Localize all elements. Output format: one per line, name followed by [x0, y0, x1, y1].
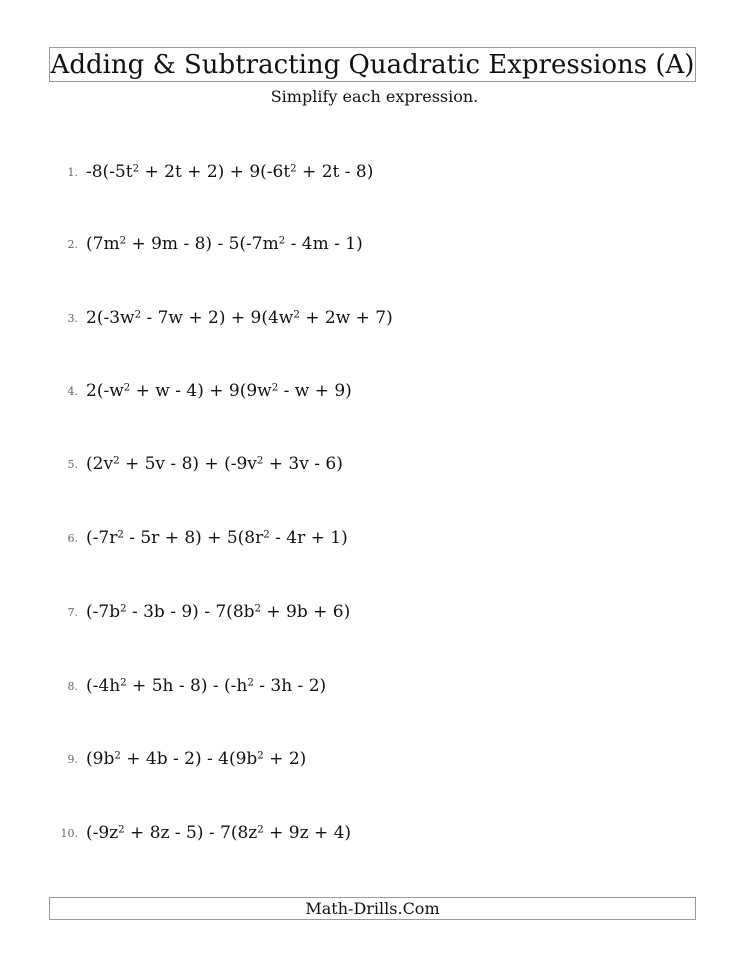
exponent: 2: [120, 677, 127, 689]
expr-part: (-9z: [86, 823, 119, 843]
problem-item: [0, 671, 749, 701]
problem-number: 8.: [67, 679, 78, 693]
expr-part: + 4b - 2) - 4(9b: [120, 749, 258, 769]
footer-box: [49, 897, 696, 920]
exponent: 2: [123, 382, 131, 394]
expr-part: -8(-5t: [86, 162, 133, 182]
exponent: 2: [114, 750, 121, 762]
exponent: 2: [134, 309, 142, 321]
exponent: 2: [118, 824, 125, 836]
problem-number: 3.: [67, 311, 78, 325]
problem-item: [0, 597, 749, 627]
problem-item: [0, 523, 749, 553]
exponent: 2: [257, 750, 264, 762]
problem-item: [0, 303, 749, 333]
expr-part: + 2w + 7): [299, 308, 393, 328]
expr-part: - 3h - 2): [253, 676, 327, 696]
problem-number: 5.: [67, 457, 78, 471]
expr-part: (2v: [86, 454, 114, 474]
expr-part: (7m: [86, 234, 120, 254]
expr-part: + 5v - 8) + (-9v: [119, 454, 257, 474]
expr-part: + 9z + 4): [263, 823, 352, 843]
problem-expression: [86, 676, 326, 696]
problem-number: 1.: [67, 165, 78, 179]
problem-item: [0, 376, 749, 406]
expr-part: - 4m - 1): [285, 234, 363, 254]
problem-expression: [86, 381, 352, 401]
problem-expression: [86, 528, 348, 548]
problem-number: 7.: [67, 605, 78, 619]
expr-part: - 7w + 2) + 9(4w: [141, 308, 294, 328]
problem-item: [0, 229, 749, 259]
expr-part: - 5r + 8) + 5(8r: [123, 528, 264, 548]
expr-part: (9b: [86, 749, 115, 769]
problem-expression: [86, 308, 393, 328]
expr-part: (-4h: [86, 676, 121, 696]
footer-credit: Math-Drills.Com: [305, 899, 440, 918]
exponent: 2: [254, 603, 261, 615]
exponent: 2: [247, 677, 254, 689]
problem-number: 6.: [67, 531, 78, 545]
expr-part: (-7b: [86, 602, 121, 622]
problem-expression: [86, 234, 363, 254]
exponent: 2: [263, 529, 270, 541]
exponent: 2: [290, 163, 297, 175]
instructions: Simplify each expression.: [270, 87, 479, 106]
expr-part: + 3v - 6): [263, 454, 343, 474]
expr-part: - 3b - 9) - 7(8b: [126, 602, 255, 622]
expr-part: + 5h - 8) - (-h: [126, 676, 248, 696]
exponent: 2: [119, 235, 127, 247]
exponent: 2: [113, 455, 120, 467]
problem-expression: [86, 749, 306, 769]
exponent: 2: [256, 455, 264, 467]
expr-part: + 2t - 8): [296, 162, 374, 182]
exponent: 2: [278, 235, 286, 247]
problem-item: [0, 449, 749, 479]
expr-part: + 8z - 5) - 7(8z: [124, 823, 258, 843]
problem-expression: [86, 823, 351, 843]
problem-number: 2.: [67, 237, 78, 251]
problem-item: [0, 744, 749, 774]
expr-part: (-7r: [86, 528, 118, 548]
problem-expression: [86, 162, 373, 182]
exponent: 2: [132, 163, 140, 175]
expr-part: + 2): [263, 749, 307, 769]
expr-part: - 4r + 1): [269, 528, 348, 548]
expr-part: 2(-3w: [86, 308, 135, 328]
exponent: 2: [257, 824, 264, 836]
expr-part: + 9m - 8) - 5(-7m: [126, 234, 279, 254]
problem-number: 9.: [67, 752, 78, 766]
problem-number: 4.: [67, 384, 78, 398]
exponent: 2: [120, 603, 127, 615]
expr-part: + 9b + 6): [261, 602, 351, 622]
expr-part: - w + 9): [278, 381, 352, 401]
expr-part: 2(-w: [86, 381, 124, 401]
exponent: 2: [117, 529, 124, 541]
expr-part: + 2t + 2) + 9(-6t: [139, 162, 291, 182]
problem-item: [0, 157, 749, 187]
exponent: 2: [271, 382, 279, 394]
problem-expression: [86, 602, 350, 622]
worksheet-title: Adding & Subtracting Quadratic Expressions (A): [50, 49, 695, 80]
expr-part: + w - 4) + 9(9w: [130, 381, 272, 401]
problem-item: [0, 818, 749, 848]
problem-expression: [86, 454, 343, 474]
exponent: 2: [293, 309, 300, 321]
problem-number: 10.: [60, 826, 78, 840]
